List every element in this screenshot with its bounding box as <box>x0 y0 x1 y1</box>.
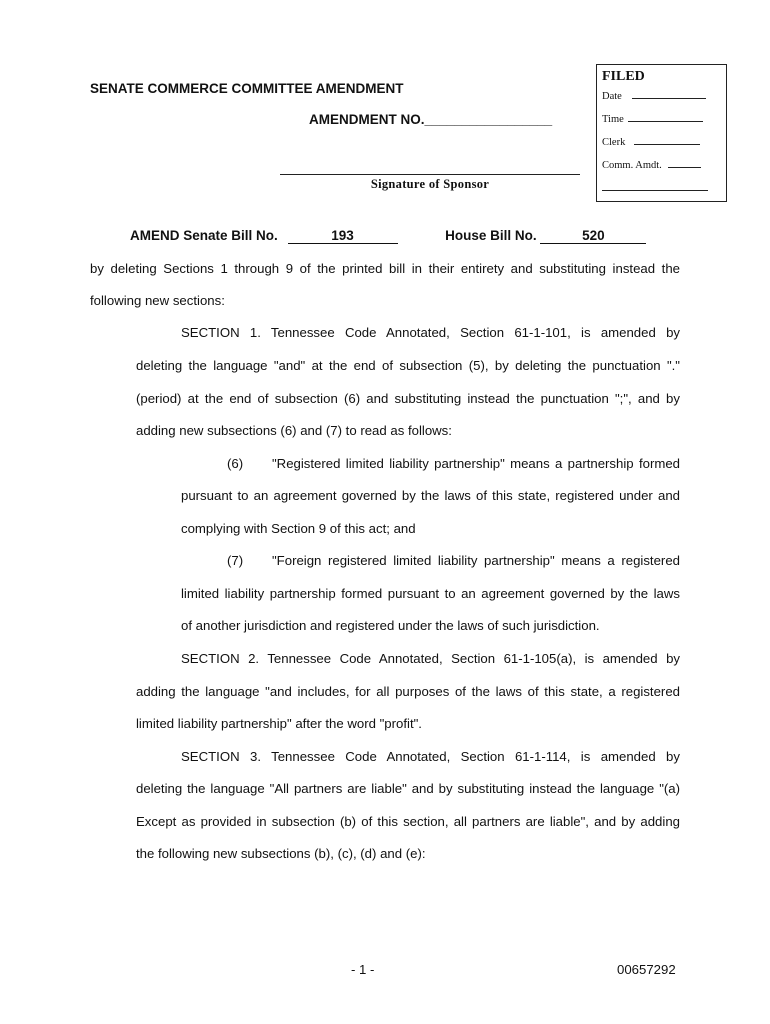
filed-clerk-blank <box>634 135 700 145</box>
subsection7-number: (7) <box>227 553 244 568</box>
subsection7-line-3: of another jurisdiction and registered under the laws of such jurisdiction. <box>181 618 600 633</box>
section2-line-2: adding the language "and includes, for all purposes of the laws of this state, a registered <box>136 684 680 699</box>
filed-comm-label: Comm. Amdt. <box>602 160 662 171</box>
filed-time-blank <box>628 112 703 122</box>
section3-line-4: the following new subsections (b), (c), (d) and (e): <box>136 846 426 861</box>
filed-date-row <box>602 89 706 102</box>
amendment-number: AMENDMENT NO._________________ <box>309 112 553 127</box>
section1-line-1: SECTION 1. Tennessee Code Annotated, Section 61-1-101, is amended by <box>181 325 680 340</box>
subsection6-number: (6) <box>227 456 244 471</box>
filed-date-label: Date <box>602 91 622 102</box>
filed-title: FILED <box>602 69 645 84</box>
subsection7-line-1: "Foreign registered limited liability partnership" means a registered <box>272 553 680 568</box>
section1-line-3: (period) at the end of subsection (6) and substituting instead the punctuation ";", and by <box>136 391 680 406</box>
filed-clerk-label: Clerk <box>602 137 626 148</box>
subsection6-line-1: "Registered limited liability partnership" means a partnership formed <box>272 456 680 471</box>
filed-extra-row <box>602 181 708 194</box>
section3-line-3: Except as provided in subsection (b) of this section, all partners are liable", and by adding <box>136 814 680 829</box>
section2-line-1: SECTION 2. Tennessee Code Annotated, Section 61-1-105(a), is amended by <box>181 651 680 666</box>
document-id: 00657292 <box>617 962 676 977</box>
senate-bill-label: AMEND Senate Bill No. <box>130 228 278 243</box>
subsection7-line-2: limited liability partnership formed pursuant to an agreement governed by the laws <box>181 586 680 601</box>
filed-time-row <box>602 112 703 125</box>
intro-line-2: following new sections: <box>90 293 225 308</box>
senate-bill-number: 193 <box>288 228 398 244</box>
filed-comm-blank <box>668 158 701 168</box>
amend-line <box>130 228 646 244</box>
page-number: - 1 - <box>351 962 375 977</box>
house-bill-number: 520 <box>540 228 646 244</box>
section1-line-4: adding new subsections (6) and (7) to read as follows: <box>136 423 452 438</box>
document-title: SENATE COMMERCE COMMITTEE AMENDMENT <box>90 81 404 96</box>
subsection6-line-2: pursuant to an agreement governed by the laws of this state, registered under and <box>181 488 680 503</box>
section1-line-2: deleting the language "and" at the end of subsection (5), by deleting the punctuation "." <box>136 358 680 373</box>
section3-line-1: SECTION 3. Tennessee Code Annotated, Section 61-1-114, is amended by <box>181 749 680 764</box>
filed-extra-blank <box>602 181 708 191</box>
filed-date-blank <box>632 89 706 99</box>
filed-time-label: Time <box>602 114 624 125</box>
house-bill-label: House Bill No. <box>445 228 537 243</box>
subsection6-line-3: complying with Section 9 of this act; and <box>181 521 416 536</box>
filed-comm-row <box>602 158 701 171</box>
intro-line-1: by deleting Sections 1 through 9 of the printed bill in their entirety and substituting instead the <box>90 261 680 276</box>
section3-line-2: deleting the language "All partners are liable" and by substituting instead the language "(a) <box>136 781 680 796</box>
section2-line-3: limited liability partnership" after the word "profit". <box>136 716 422 731</box>
filed-stamp-box <box>596 64 727 202</box>
signature-label: Signature of Sponsor <box>370 177 490 191</box>
filed-clerk-row <box>602 135 700 148</box>
signature-line <box>280 174 580 175</box>
